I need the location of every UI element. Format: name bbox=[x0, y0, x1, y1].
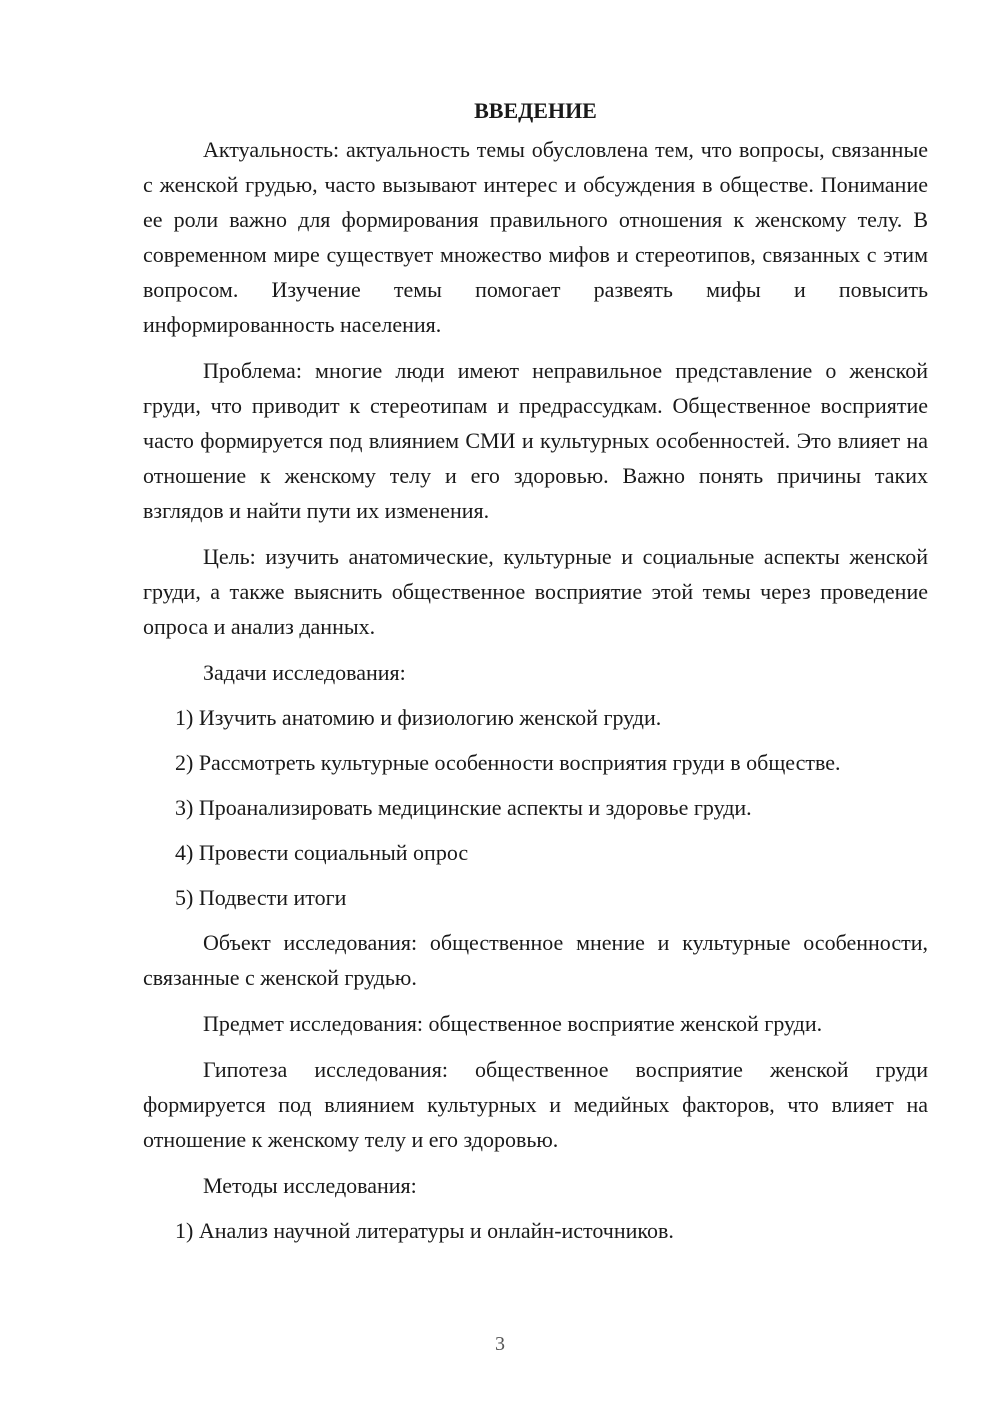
list-item: 1) Изучить анатомию и физиологию женской груди. bbox=[175, 705, 662, 730]
problem-paragraph: Проблема: многие люди имеют неправильное представление о женской груди, что приводит к стереотипам и предрассудкам. Общественное восприятие часто формируется под влиянием СМИ и культурных особенностей. Это влияет на отношение к женскому телу и его здоровью. Важно понять причины таких взглядов и найти пути их изменения. bbox=[143, 358, 928, 523]
page-number: 3 bbox=[495, 1333, 505, 1355]
list-item: 5) Подвести итоги bbox=[175, 885, 347, 910]
tasks-list bbox=[143, 700, 928, 915]
list-item: 4) Провести социальный опрос bbox=[175, 840, 469, 865]
subject-paragraph: Предмет исследования: общественное восприятие женской груди. bbox=[203, 1011, 823, 1036]
methods-heading: Методы исследования: bbox=[203, 1173, 417, 1198]
relevance-paragraph: Актуальность: актуальность темы обусловлена тем, что вопросы, связанные с женской грудью, часто вызывают интерес и обсуждения в обществе. Понимание ее роли важно для формирования правильного отношения к женскому телу. В современном мире существует множество мифов и стереотипов, связанных с этим вопросом. Изучение темы помогает развеять мифы и повысить информированность населения. bbox=[143, 137, 928, 337]
list-item: 3) Проанализировать медицинские аспекты и здоровье груди. bbox=[175, 795, 752, 820]
tasks-heading: Задачи исследования: bbox=[203, 660, 406, 685]
list-item: 2) Рассмотреть культурные особенности восприятия груди в обществе. bbox=[175, 750, 841, 775]
list-item: 1) Анализ научной литературы и онлайн-источников. bbox=[175, 1218, 674, 1243]
methods-list bbox=[143, 1213, 928, 1248]
goal-paragraph: Цель: изучить анатомические, культурные и социальные аспекты женской груди, а также выяснить общественное восприятие этой темы через проведение опроса и анализ данных. bbox=[143, 544, 928, 639]
page-title: ВВЕДЕНИЕ bbox=[474, 98, 597, 123]
document-page bbox=[143, 96, 928, 1258]
hypothesis-paragraph: Гипотеза исследования: общественное восприятие женской груди формируется под влиянием культурных и медийных факторов, что влияет на отношение к женскому телу и его здоровью. bbox=[143, 1057, 928, 1152]
object-paragraph: Объект исследования: общественное мнение и культурные особенности, связанные с женской грудью. bbox=[143, 930, 928, 990]
